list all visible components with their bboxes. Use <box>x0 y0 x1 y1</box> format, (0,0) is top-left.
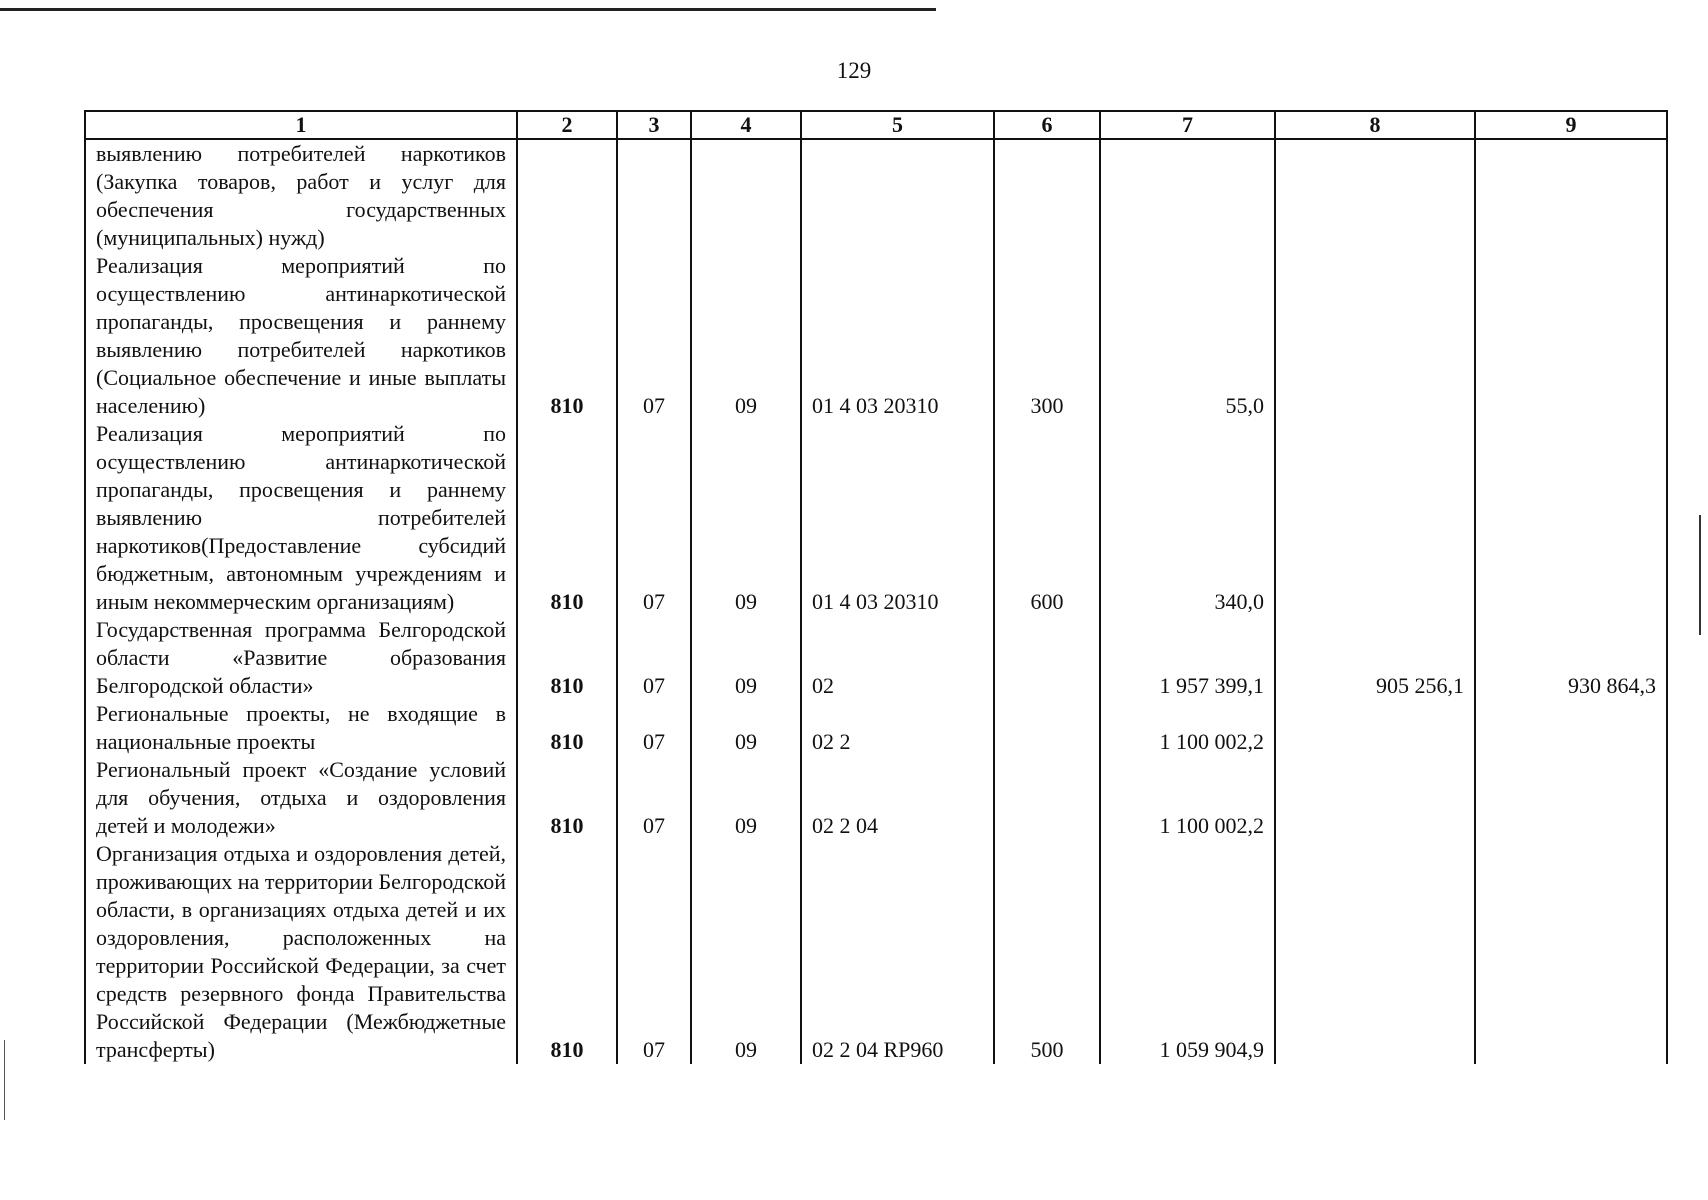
target-article-code: 02 2 <box>801 700 994 756</box>
amount-col8 <box>1275 252 1475 420</box>
amount-col9 <box>1475 840 1667 1064</box>
table-row <box>85 616 1667 700</box>
section-code: 07 <box>617 420 691 616</box>
section-code: 07 <box>617 756 691 840</box>
amount-col7: 340,0 <box>1100 420 1275 616</box>
scan-edge-line <box>0 8 936 11</box>
target-article-code: 02 2 04 RP960 <box>801 840 994 1064</box>
column-header: 1 <box>85 111 517 139</box>
amount-col8 <box>1275 139 1475 252</box>
column-header: 8 <box>1275 111 1475 139</box>
table-row <box>85 252 1667 420</box>
expense-type-code <box>994 700 1100 756</box>
subsection-code: 09 <box>691 700 801 756</box>
section-code: 07 <box>617 840 691 1064</box>
amount-col8: 905 256,1 <box>1275 616 1475 700</box>
expense-type-code: 600 <box>994 420 1100 616</box>
column-header: 9 <box>1475 111 1667 139</box>
amount-col9: 930 864,3 <box>1475 616 1667 700</box>
item-name: Региональные проекты, не входящие в национальные проекты <box>85 700 517 756</box>
amount-col7: 55,0 <box>1100 252 1275 420</box>
scan-margin-mark <box>4 1040 5 1120</box>
item-name: Реализация мероприятий по осуществлению антинаркотической пропаганды, просвещения и раннему выявлению потребителей наркотиков (Социальное обеспечение и иные выплаты населению) <box>85 252 517 420</box>
section-code: 07 <box>617 616 691 700</box>
subsection-code: 09 <box>691 756 801 840</box>
table-row <box>85 139 1667 252</box>
admin-code: 810 <box>517 700 617 756</box>
target-article-code: 02 2 04 <box>801 756 994 840</box>
item-name: Региональный проект «Создание условий для обучения, отдыха и оздоровления детей и молодежи» <box>85 756 517 840</box>
target-article-code: 01 4 03 20310 <box>801 420 994 616</box>
column-header: 3 <box>617 111 691 139</box>
target-article-code: 01 4 03 20310 <box>801 252 994 420</box>
table-row <box>85 840 1667 1064</box>
amount-col7: 1 059 904,9 <box>1100 840 1275 1064</box>
section-code: 07 <box>617 252 691 420</box>
table-row <box>85 700 1667 756</box>
amount-col9 <box>1475 756 1667 840</box>
item-name: Реализация мероприятий по осуществлению антинаркотической пропаганды, просвещения и раннему выявлению потребителей наркотиков(Предоставление субсидий бюджетным, автономным учреждениям и иным некоммерческим организациям) <box>85 420 517 616</box>
subsection-code <box>691 139 801 252</box>
amount-col8 <box>1275 840 1475 1064</box>
amount-col8 <box>1275 756 1475 840</box>
expense-type-code <box>994 756 1100 840</box>
expense-type-code <box>994 139 1100 252</box>
admin-code: 810 <box>517 420 617 616</box>
amount-col8 <box>1275 700 1475 756</box>
table-row <box>85 420 1667 616</box>
table-row <box>85 756 1667 840</box>
admin-code: 810 <box>517 840 617 1064</box>
subsection-code: 09 <box>691 420 801 616</box>
target-article-code: 02 <box>801 616 994 700</box>
scan-margin-mark <box>1699 515 1701 635</box>
expense-type-code <box>994 616 1100 700</box>
item-name: Государственная программа Белгородской области «Развитие образования Белгородской области» <box>85 616 517 700</box>
amount-col8 <box>1275 420 1475 616</box>
amount-col7: 1 957 399,1 <box>1100 616 1275 700</box>
admin-code: 810 <box>517 756 617 840</box>
column-header: 7 <box>1100 111 1275 139</box>
column-header: 5 <box>801 111 994 139</box>
header-row <box>85 111 1667 139</box>
amount-col7: 1 100 002,2 <box>1100 756 1275 840</box>
target-article-code <box>801 139 994 252</box>
amount-col9 <box>1475 420 1667 616</box>
expense-type-code: 500 <box>994 840 1100 1064</box>
item-name: выявлению потребителей наркотиков (Закупка товаров, работ и услуг для обеспечения государственных (муниципальных) нужд) <box>85 139 517 252</box>
section-code <box>617 139 691 252</box>
admin-code: 810 <box>517 252 617 420</box>
section-code: 07 <box>617 700 691 756</box>
page-number: 129 <box>836 58 872 83</box>
subsection-code: 09 <box>691 840 801 1064</box>
admin-code: 810 <box>517 616 617 700</box>
column-header: 2 <box>517 111 617 139</box>
admin-code <box>517 139 617 252</box>
amount-col9 <box>1475 700 1667 756</box>
amount-col7 <box>1100 139 1275 252</box>
amount-col7: 1 100 002,2 <box>1100 700 1275 756</box>
item-name: Организация отдыха и оздоровления детей, проживающих на территории Белгородской области, в организациях отдыха детей и их оздоровления, расположенных на территории Российской Федерации, за счет средств резервного фонда Правительства Российской Федерации (Межбюджетные трансферты) <box>85 840 517 1064</box>
subsection-code: 09 <box>691 252 801 420</box>
column-header: 4 <box>691 111 801 139</box>
budget-table <box>84 110 1668 1064</box>
amount-col9 <box>1475 139 1667 252</box>
subsection-code: 09 <box>691 616 801 700</box>
amount-col9 <box>1475 252 1667 420</box>
expense-type-code: 300 <box>994 252 1100 420</box>
column-header: 6 <box>994 111 1100 139</box>
